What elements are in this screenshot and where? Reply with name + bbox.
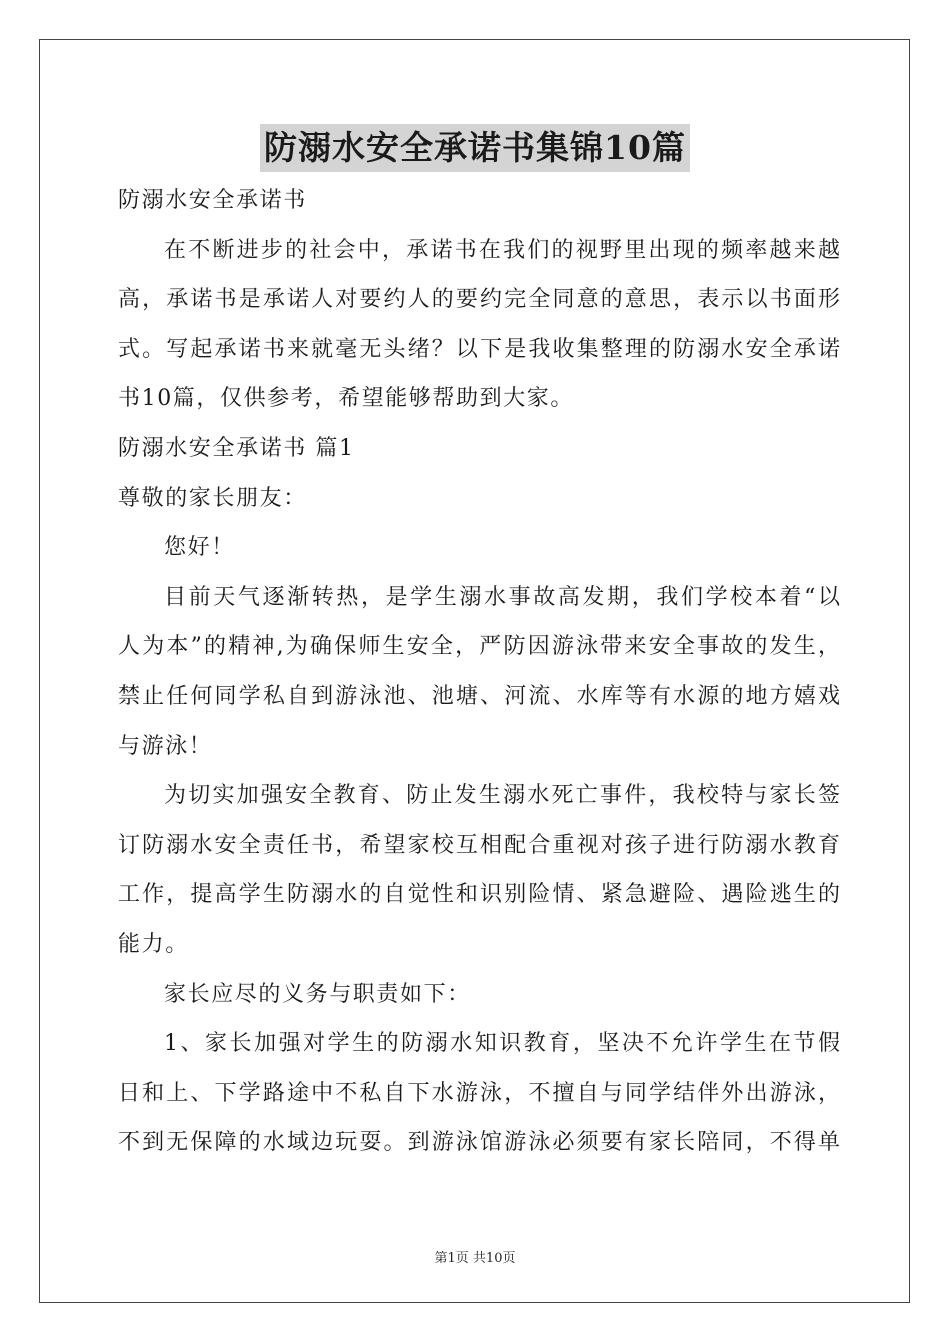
body-line: 1、家长加强对学生的防溺水知识教育，坚决不允许学生在节假: [164, 1031, 840, 1057]
body-line: 您好！: [164, 535, 235, 561]
body-line: 工作，提高学生防溺水的自觉性和识别险情、紧急避险、遇险逃生的: [118, 882, 840, 908]
body-line: 不到无保障的水域边玩耍。到游泳馆游泳必须要有家长陪同，不得单: [118, 1130, 840, 1156]
body-line: 目前天气逐渐转热，是学生溺水事故高发期，我们学校本着“以: [164, 584, 840, 610]
body-line: 日和上、下学路途中不私自下水游泳，不擅自与同学结伴外出游泳，: [118, 1080, 840, 1106]
body-line: 订防溺水安全责任书，希望家校互相配合重视对孩子进行防溺水教育: [118, 832, 840, 858]
body-line: 高，承诺书是承诺人对要约人的要约完全同意的意思，表示以书面形: [118, 287, 840, 313]
document-body: [118, 176, 840, 1168]
body-line: 在不断进步的社会中，承诺书在我们的视野里出现的频率越来越: [164, 237, 840, 263]
body-line: 防溺水安全承诺书: [118, 188, 307, 213]
body-line: 与游泳！: [118, 733, 213, 759]
body-line: 尊敬的家长朋友：: [118, 485, 307, 511]
body-line: 为切实加强安全教育、防止发生溺水死亡事件，我校特与家长签: [164, 783, 840, 809]
body-line: 人为本”的精神,为确保师生安全，严防因游泳带来安全事故的发生，: [118, 634, 840, 660]
body-line: 禁止任何同学私自到游泳池、池塘、河流、水库等有水源的地方嬉戏: [118, 683, 840, 709]
body-line: 式。写起承诺书来就毫无头绪？以下是我收集整理的防溺水安全承诺: [118, 336, 840, 362]
document-title: 防溺水安全承诺书集锦10篇: [260, 124, 690, 172]
body-line: 能力。: [118, 931, 189, 957]
title-wrap: [0, 124, 950, 172]
body-line: 书10篇，仅供参考，希望能够帮助到大家。: [118, 386, 574, 412]
body-line: 家长应尽的义务与职责如下：: [164, 981, 471, 1007]
body-line: 防溺水安全承诺书 篇1: [118, 435, 355, 461]
page-footer: 第1页 共10页: [434, 1251, 516, 1266]
